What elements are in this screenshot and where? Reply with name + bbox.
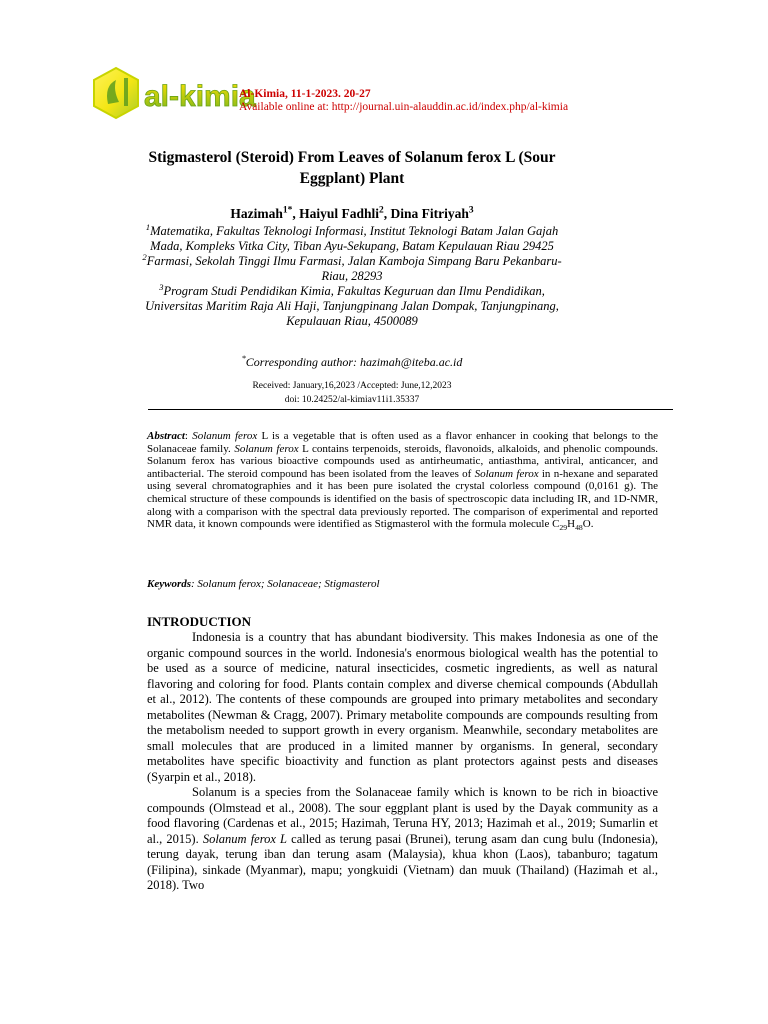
affiliation <box>140 281 564 329</box>
italic-text: Solanum ferox L <box>202 831 288 846</box>
received-accepted: Received: January,16,2023 /Accepted: June,12,2023 <box>252 381 452 391</box>
author-affiliation-marker: 3 <box>468 205 474 216</box>
corresponding-marker: * <box>241 354 246 363</box>
italic-text: Solanum ferox <box>474 467 539 480</box>
text-run: H <box>567 518 576 531</box>
text-run: Indonesia is a country that has abundant biodiversity. This makes Indonesia as one of the organic compound sources in the world. Indonesia's enormous biological wealth has the potential to be used as a source of medicine, natural insecticides, cosmetic ingredients, as well as natural flavoring and coloring for food. Plants contain complex and diverse chemical compounds (Abdullah et al., 2012). The contents of these compounds are grouped into primary metabolites and secondary metabolites (Newman & Cragg, 2007). Primary metabolite compounds are compounds resulting from the metabolism needed to support growth in every organism. Meanwhile, secondary metabolites are small molecules that are produced in a limited manner by organisms. In general, secondary metabolites have specific bioactivity and function as plant protectors against pests and diseases (Syarpin et al., 2018). <box>147 630 658 784</box>
corresponding-author <box>140 355 564 370</box>
affiliation-marker: 1 <box>145 221 151 232</box>
text-run: : <box>184 430 193 442</box>
header-divider <box>148 409 673 410</box>
subscript: 29 <box>559 523 568 533</box>
logo-wordmark: al-kimia <box>144 80 256 113</box>
abstract-label: Abstract <box>147 430 185 442</box>
text-run: O. <box>582 518 594 531</box>
affiliations <box>140 221 564 329</box>
affiliation <box>140 251 564 284</box>
abstract-body <box>147 430 659 533</box>
affiliation-text: Matematika, Fakultas Teknologi Informasi, Institut Teknologi Batam Jalan Gajah Mada, Kompleks Vitka City, Tiban Ayu-Sekupang, Batam Kepulauan Riau 29425 <box>150 224 559 253</box>
keywords-label: Keywords <box>147 578 191 590</box>
affiliation-marker: 3 <box>159 281 164 292</box>
journal-citation: Al-Kimia, 11-1-2023. 20-27 <box>239 88 371 100</box>
abstract <box>147 430 658 531</box>
paper-title: Stigmasterol (Steroid) From Leaves of Solanum ferox L (Sour Eggplant) Plant <box>148 149 556 187</box>
text-run: called as terung pasai (Brunei), terung asam dan cung bulu (Indonesia), terung dayak, terung iban dan terung asam (Malaysia), khua khon (Laos), tabanburo; tagatum (Filipina), sinkade (Myanmar), mapu; yongkuidi (Vietnam) dan muuk (Thailand) (Hazimah et al., 2018). Two <box>147 831 659 892</box>
article-dates <box>140 379 564 407</box>
subscript: 48 <box>575 523 583 533</box>
keywords <box>147 578 658 591</box>
text-run: Solanum is a species from the Solanaceae family which is known to be rich in bioactive compounds (Olmstead et al., 2008). The sour eggplant plant is used by the Dayak community as a food flavoring (Cardenas et al., 2015; Hazimah, Teruna HY, 2013; Hazimah et al., 2019; Sumarlin et al., 2015). <box>147 785 658 846</box>
author-name: Haiyul Fadhli <box>299 206 379 221</box>
author-list: Hazimah$^{1*}$, Haiyul Fadhli$^2$, Dina Fitriyah$^3$ <box>230 205 474 221</box>
journal-info <box>239 88 568 114</box>
text-run: L contains terpenoids, steroids, flavonoids, alkaloids, and phenolic compounds. Solanum ferox has various bioactive compounds used as antirheumatic, antiasthma, antiviral, anticancer, and antibacterial. The steroid compound has been isolated from the leaves of <box>147 442 659 480</box>
section-heading-introduction: INTRODUCTION <box>147 614 252 629</box>
journal-logo <box>86 66 256 130</box>
paragraph <box>147 785 658 894</box>
author-name: Hazimah <box>230 206 283 221</box>
text-run: in n-hexane and separated using several chromatographies and it has been pure isolated the crystal colorless compound (0,0161 g). The chemical structure of these compounds is identified on the basis of spectroscopic data including IR, and 1D-NMR, along with a comparison with the spectral data previously reported. The comparison of experimental and reported NMR data, it known compounds were identified as Stigmasterol with the formula molecule C <box>147 467 659 531</box>
doi[interactable]: doi: 10.24252/al-kimiav11i1.35337 <box>284 395 420 405</box>
author-affiliation-marker: 2 <box>379 205 384 216</box>
affiliation-text: Program Studi Pendidikan Kimia, Fakultas Keguruan dan Ilmu Pendidikan, Universitas Maritim Raja Ali Haji, Tanjungpinang Jalan Dompak, Tanjungpinang, Kepulauan Riau, 4500089 <box>145 284 559 328</box>
text-run: L is a vegetable that is often used as a flavor enhancer in cooking that belongs to the Solanaceae family. <box>147 430 658 455</box>
keywords-text: : Solanum ferox; Solanaceae; Stigmasterol <box>191 578 380 590</box>
affiliation-text: Farmasi, Sekolah Tinggi Ilmu Farmasi, Jalan Kamboja Simpang Baru Pekanbaru-Riau, 28293 <box>146 254 562 283</box>
author-name: Dina Fitriyah <box>390 206 469 221</box>
journal-url[interactable]: Available online at: http://journal.uin-alauddin.ac.id/index.php/al-kimia <box>239 101 569 113</box>
italic-text: Solanum ferox <box>234 442 299 455</box>
al-kimia-logo-icon <box>86 66 256 130</box>
introduction-body <box>147 630 658 894</box>
paragraph <box>147 630 658 785</box>
corresponding-text: Corresponding author: hazimah@iteba.ac.id <box>245 355 463 369</box>
affiliation-marker: 2 <box>142 251 147 262</box>
author-affiliation-marker: 1* <box>282 205 293 216</box>
affiliation <box>140 221 564 254</box>
italic-text: Solanum ferox <box>192 430 258 442</box>
